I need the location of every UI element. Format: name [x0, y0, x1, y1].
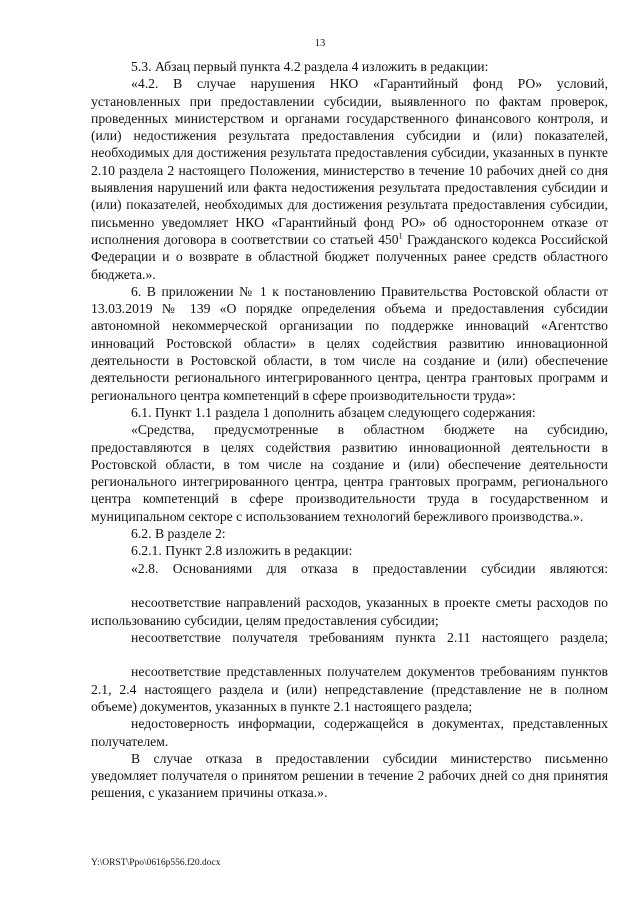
footer-file-path: Y:\ORST\Ppo\0616p556.f20.docx [91, 858, 221, 868]
paragraph-2-8-quote: «2.8. Основаниями для отказа в предоставлении субсидии являются: [131, 560, 608, 576]
paragraph-4-2-text-end: Гражданского кодекса Российской Федерации и о возврате в областной бюджет полученных ранее средств областного бюджета.». [91, 231, 608, 282]
document-body [91, 58, 608, 802]
article-superscript: 1 [398, 231, 403, 241]
paragraph-mismatch-recipient: несоответствие получателя требованиям пункта 2.11 настоящего раздела; [131, 629, 608, 645]
paragraph-6-2: 6.2. В разделе 2: [131, 526, 226, 542]
paragraph-refusal-notice: В случае отказа в предоставлении субсидии министерство письменно уведомляет получателя о принятом решении в течение 2 рабочих дней со дня принятия решения, с указанием причины отказа.». [91, 750, 608, 801]
paragraph-5-3: 5.3. Абзац первый пункта 4.2 раздела 4 изложить в редакции: [131, 59, 489, 74]
paragraph-6-1: 6.1. Пункт 1.1 раздела 1 дополнить абзацем следующего содержания: [131, 404, 536, 420]
page-number: 13 [314, 38, 326, 49]
paragraph-mismatch-documents: несоответствие представленных получателем документов требованиям пунктов 2.1, 2.4 настоящего раздела и (или) непредставление (представление не в полном объеме) документов, указанных в пункте 2.1 настоящего раздела; [91, 664, 608, 714]
paragraph-mismatch-expenses: несоответствие направлений расходов, указанных в проекте сметы расходов по использованию субсидии, целям предоставления субсидии; [91, 595, 608, 628]
paragraph-inaccuracy: недостоверность информации, содержащейся в документах, представленных получателем. [91, 716, 608, 749]
paragraph-6: 6. В приложении № 1 к постановлению Правительства Ростовской области от 13.03.2019 № 139 «О порядке определения объема и предоставления субсидии автономной некоммерческой организации по поддержке инноваций «Агентство инноваций Ростовской области» в целях содействия развитию инновационной деятельности в Ростовской области, в том числе на создание и (или) обеспечение деятельности регионального интегрированного центра, центра грантовых программ и регионального центра компетенций в сфере производительности труда»: [91, 283, 608, 403]
paragraph-4-2-quote [91, 75, 608, 283]
paragraph-6-2-1: 6.2.1. Пункт 2.8 изложить в редакции: [131, 543, 353, 559]
paragraph-6-1-quote: «Средства, предусмотренные в областном бюджете на субсидию, предоставляются в целях содействия развитию инновационной деятельности в Ростовской области, в том числе на создание и (или) обеспечение деятельности регионального интегрированного центра, центра грантовых программ, регионального центра компетенций в сфере производительности труда в государственном и муниципальном секторе с использованием технологий бережливого производства.». [91, 422, 608, 524]
paragraph-4-2-text: «4.2. В случае нарушения НКО «Гарантийный фонд РО» условий, установленных при предоставлении субсидии, выявленного по фактам проверок, проведенных министерством и органами государственного финансового контроля, и (или) недостижения результата предоставления субсидии и (или) показателей, необходимых для достижения результата предоставления субсидии, указанных в пункте 2.10 раздела 2 настоящего Положения, министерство в течение 10 рабочих дней со дня выявления нарушений или факта недостижения результата предоставления субсидии и (или) показателей, необходимых для достижения результата предоставления субсидии, письменно уведомляет НКО «Гарантийный фонд РО» об одностороннем отказе от исполнения договора в соответствии со статьей 450 [91, 76, 608, 247]
